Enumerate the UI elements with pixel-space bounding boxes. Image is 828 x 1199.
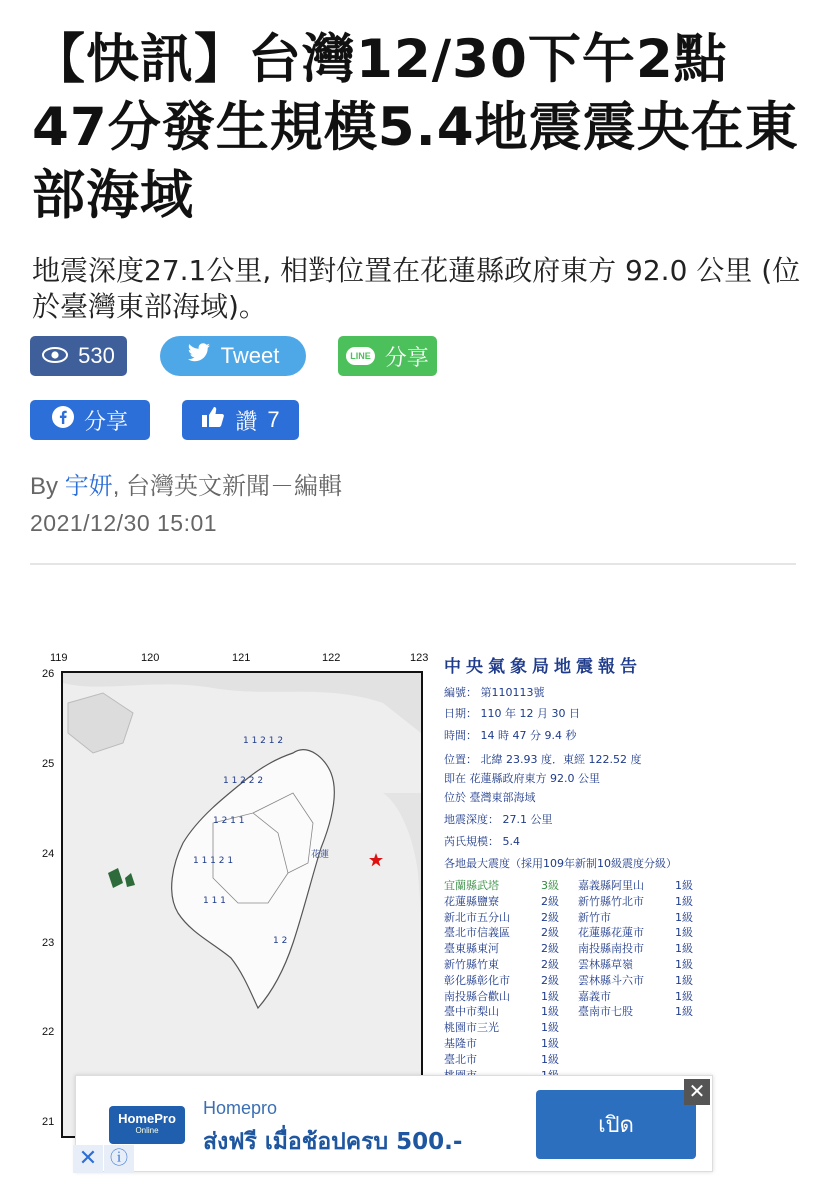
intensity-level: 2級 <box>541 894 559 908</box>
map-tick-x: 121 <box>232 652 251 664</box>
intensity-row <box>444 1020 715 1036</box>
ad-open-button[interactable]: เปิด <box>536 1090 696 1159</box>
intensity-row <box>444 1036 715 1052</box>
intensity-row <box>444 925 715 941</box>
homepro-logo <box>109 1106 185 1144</box>
map-tick-x: 120 <box>141 652 160 664</box>
intensity-station: 基隆市 <box>444 1036 477 1050</box>
intensity-row <box>444 973 715 989</box>
ad-text: ส่งฟรี เมื่อช้อปครบ 500.- <box>203 1129 463 1155</box>
intensity-row <box>444 878 715 894</box>
map-tick-y: 22 <box>42 1026 55 1038</box>
intensity-level: 2級 <box>541 973 559 987</box>
twitter-bird-icon <box>187 343 211 369</box>
intensity-row <box>444 910 715 926</box>
intensity-level: 1級 <box>675 894 693 908</box>
intensity-station <box>578 1020 675 1036</box>
like-label: 讚 <box>235 408 258 434</box>
svg-text:1 2: 1 2 <box>273 936 288 946</box>
svg-text:花蓮: 花蓮 <box>311 850 330 860</box>
line-share-label: 分享 <box>384 344 429 370</box>
intensity-station: 臺東縣東河 <box>444 942 499 956</box>
intensity-table <box>444 878 715 1083</box>
facebook-icon <box>52 406 74 434</box>
intensity-station: 花蓮縣花蓮市 <box>578 926 644 940</box>
intensity-station: 花蓮縣鹽寮 <box>444 894 499 908</box>
eye-icon <box>42 343 68 369</box>
map-tick-y: 21 <box>42 1116 55 1128</box>
tweet-button[interactable] <box>160 336 306 376</box>
intensity-station: 雲林縣斗六市 <box>578 973 644 987</box>
byline <box>30 466 342 501</box>
ad-dismiss-icon[interactable]: ✕ <box>73 1145 103 1173</box>
intensity-level: 1級 <box>541 1021 559 1035</box>
map-tick-x: 119 <box>50 652 68 664</box>
report-region: 位於 臺灣東部海域 <box>444 791 536 804</box>
report-intensity-heading: 各地最大震度（採用109年新制10級震度分級） <box>444 857 677 870</box>
ad-info-icon[interactable]: ⓘ <box>104 1145 134 1173</box>
intensity-row <box>444 957 715 973</box>
report-number: 編號： 第110113號 <box>444 686 545 699</box>
intensity-level: 1級 <box>675 879 693 892</box>
like-button[interactable] <box>182 400 299 440</box>
byline-prefix: By <box>30 473 65 500</box>
intensity-row <box>444 1004 715 1020</box>
divider <box>30 563 796 565</box>
map-tick-y: 26 <box>42 668 55 680</box>
author-link[interactable]: 宇妍 <box>64 473 113 500</box>
intensity-level: 1級 <box>675 942 693 956</box>
intensity-station: 宜蘭縣武塔 <box>444 879 499 892</box>
intensity-station: 南投縣合歡山 <box>444 989 510 1003</box>
ad-brand: Homepro <box>203 1098 278 1118</box>
views-counter <box>30 336 127 376</box>
intensity-row <box>444 989 715 1005</box>
intensity-station: 彰化縣彰化市 <box>444 973 510 987</box>
like-count: 7 <box>267 407 280 432</box>
logo-sub: Online <box>135 1126 159 1135</box>
publish-date: 2021/12/30 15:01 <box>30 510 218 536</box>
intensity-level: 2級 <box>541 910 559 924</box>
article-subhead: 地震深度27.1公里, 相對位置在花蓮縣政府東方 92.0 公里 (位於臺灣東部海域)。 <box>32 254 801 323</box>
intensity-level <box>675 1020 715 1036</box>
intensity-station <box>578 1052 675 1068</box>
thumbs-up-icon <box>201 406 225 434</box>
map-tick-y: 23 <box>42 937 55 949</box>
intensity-station: 新竹縣竹北市 <box>578 894 644 908</box>
article-headline: 【快訊】台灣12/30下午2點47分發生規模5.4地震震央在東部海域 <box>32 29 799 226</box>
intensity-level: 1級 <box>675 926 693 940</box>
intensity-station: 南投縣南投市 <box>578 942 644 956</box>
svg-text:1 1 2 1 2: 1 1 2 1 2 <box>243 736 284 746</box>
intensity-level: 1級 <box>675 989 693 1003</box>
line-icon: LINE <box>346 347 375 365</box>
intensity-station: 嘉義縣阿里山 <box>578 879 644 892</box>
facebook-share-button[interactable] <box>30 400 150 440</box>
intensity-station: 臺北市 <box>444 1052 477 1066</box>
svg-text:1 1 2 2 2: 1 1 2 2 2 <box>223 776 264 786</box>
svg-text:1 1 1: 1 1 1 <box>203 896 226 906</box>
intensity-station: 臺南市七股 <box>578 1005 633 1019</box>
intensity-station: 嘉義市 <box>578 989 611 1003</box>
svg-text:1 2 1 1: 1 2 1 1 <box>213 816 245 826</box>
facebook-share-label: 分享 <box>83 408 128 434</box>
intensity-station: 臺中市梨山 <box>444 1005 499 1019</box>
intensity-level: 1級 <box>541 989 559 1003</box>
map-tick-y: 25 <box>42 758 55 770</box>
report-position: 位置： 北緯 23.93 度．東經 122.52 度 <box>444 753 642 766</box>
intensity-station: 雲林縣草嶺 <box>578 957 633 971</box>
intensity-row <box>444 894 715 910</box>
byline-suffix: , 台灣英文新聞－編輯 <box>112 473 343 500</box>
intensity-station: 新竹縣竹東 <box>444 957 499 971</box>
ad-close-icon[interactable]: ✕ <box>684 1079 710 1105</box>
intensity-level: 1級 <box>675 910 693 924</box>
intensity-station: 新北市五分山 <box>444 910 510 924</box>
report-title: 中央氣象局地震報告 <box>444 657 642 677</box>
report-time: 時間： 14 時 47 分 9.4 秒 <box>444 729 577 742</box>
report-depth: 地震深度： 27.1 公里 <box>444 813 553 826</box>
map-tick-y: 24 <box>42 848 55 860</box>
intensity-station <box>578 1036 675 1052</box>
intensity-level: 1級 <box>541 1036 559 1050</box>
intensity-level: 2級 <box>541 942 559 956</box>
intensity-station: 新竹市 <box>578 910 611 924</box>
intensity-level: 3級 <box>541 879 559 892</box>
tweet-label: Tweet <box>220 343 280 368</box>
intensity-level: 1級 <box>541 1052 559 1066</box>
intensity-level: 2級 <box>541 957 559 971</box>
intensity-level: 2級 <box>541 926 559 940</box>
report-relative: 即在 花蓮縣政府東方 92.0 公里 <box>444 772 600 785</box>
intensity-level <box>675 1036 715 1052</box>
line-share-button[interactable] <box>338 336 437 376</box>
map-tick-x: 122 <box>322 652 341 664</box>
intensity-level: 1級 <box>675 973 693 987</box>
intensity-row <box>444 941 715 957</box>
intensity-station: 臺北市信義區 <box>444 926 510 940</box>
report-date: 日期： 110 年 12 月 30 日 <box>444 707 580 720</box>
map-tick-x: 123 <box>410 652 429 664</box>
report-magnitude: 芮氏規模： 5.4 <box>444 835 520 848</box>
intensity-level: 1級 <box>675 957 693 971</box>
taiwan-map <box>61 671 423 1138</box>
intensity-row <box>444 1052 715 1068</box>
intensity-level <box>675 1052 715 1068</box>
intensity-station: 桃園市三光 <box>444 1021 499 1035</box>
intensity-level: 1級 <box>541 1005 559 1019</box>
intensity-level: 1級 <box>675 1005 693 1019</box>
svg-text:1 1 1 2 1: 1 1 1 2 1 <box>193 856 234 866</box>
ad-banner[interactable] <box>75 1075 713 1172</box>
views-count: 530 <box>78 343 115 368</box>
logo-text: HomePro <box>118 1111 176 1126</box>
star-icon <box>369 853 383 867</box>
